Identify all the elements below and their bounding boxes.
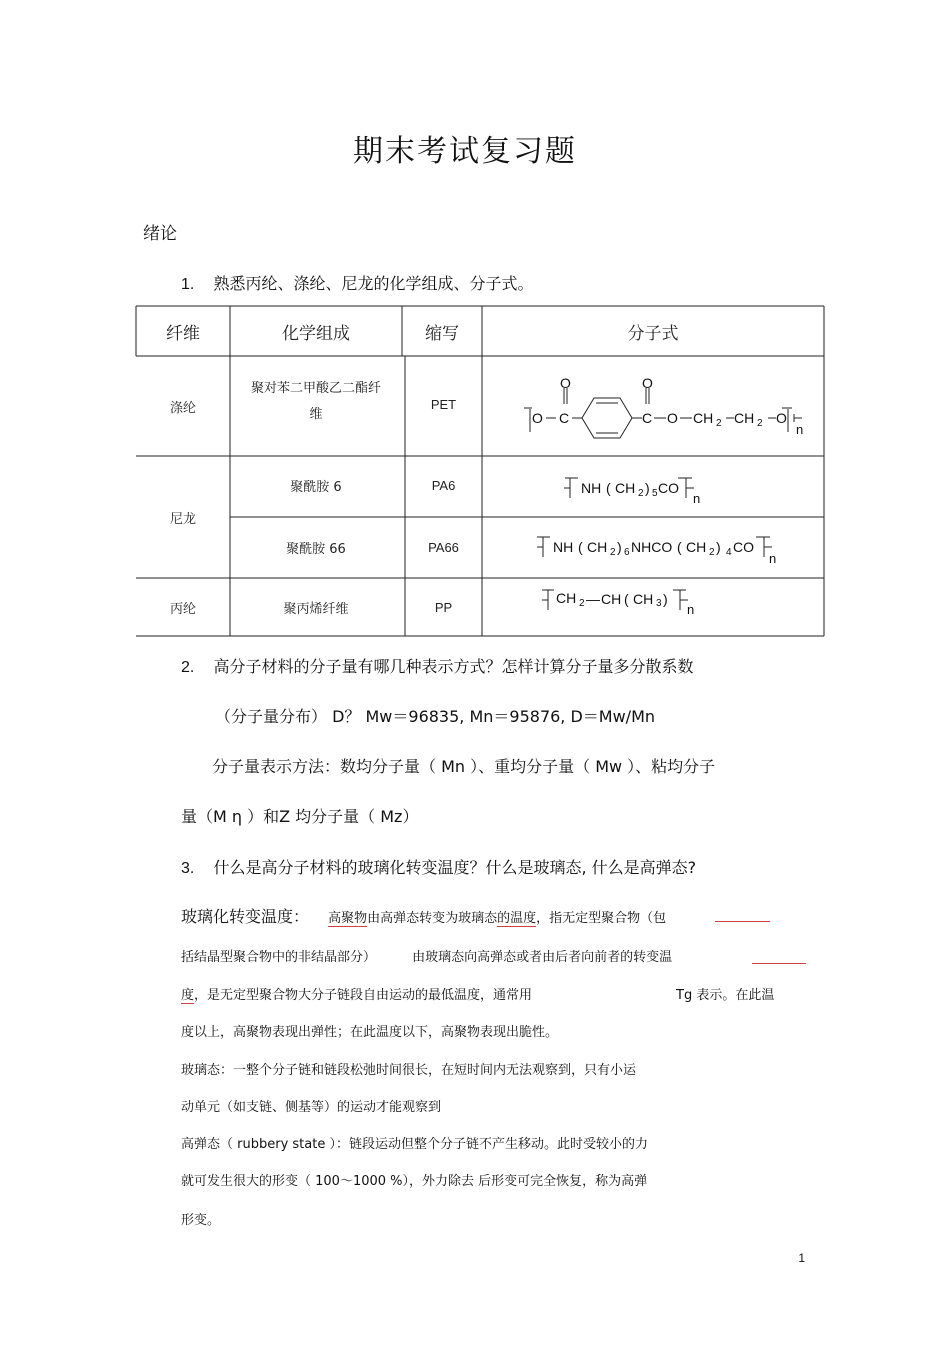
formula-pa6 <box>482 456 824 517</box>
formula-paren: ) <box>617 539 622 555</box>
text-span: 由玻璃态向高弹态或者由后者向前者的转变温 <box>412 950 673 965</box>
formula-subscript: 2 <box>709 547 715 558</box>
formula-subscript: 3 <box>656 598 662 609</box>
cell-composition-pa6: 聚酰胺 6 <box>290 479 342 495</box>
formula-paren: ( <box>578 539 583 555</box>
formula-repeat-n: n <box>769 551 777 566</box>
cell-abbr-pet: PET <box>430 396 457 412</box>
formula-atom: O <box>642 375 653 391</box>
formula-bond: — <box>586 591 600 607</box>
section-heading: 绪论 <box>143 224 177 244</box>
text-span: ，指无定型聚合物（包 <box>536 911 667 926</box>
tg-symbol-text: Tg 表示。在此温 <box>676 988 775 1003</box>
composition-line: 维 <box>309 407 323 422</box>
header-formula: 分子式 <box>627 323 679 344</box>
question-text: 熟悉丙纶、涤纶、尼龙的化学组成、分子式。 <box>213 274 534 293</box>
question-text: 高分子材料的分子量有哪几种表示方式？怎样计算分子量多分散系数 <box>213 657 694 676</box>
formula-group: CO <box>658 480 679 496</box>
tg-definition-line-2 <box>181 946 672 965</box>
formula-group: CH <box>633 591 654 607</box>
formula-atom: C <box>559 410 570 426</box>
formula-pp <box>482 578 824 636</box>
text-span: 由高弹态转变为玻璃态 <box>367 911 498 926</box>
formula-paren: ( <box>677 539 682 555</box>
cell-fiber-nylon: 尼龙 <box>169 511 196 527</box>
question-number: 3. <box>181 860 195 877</box>
question-3 <box>181 855 696 878</box>
formula-paren: ) <box>716 539 721 555</box>
tg-definition-line-1 <box>181 904 666 927</box>
formula-group: CH <box>734 410 755 426</box>
formula-subscript: 2 <box>638 488 644 499</box>
formula-group: CH <box>556 590 577 606</box>
formula-subscript: 2 <box>579 598 585 609</box>
formula-paren: ( <box>606 480 611 496</box>
formula-atom: O <box>532 410 543 426</box>
formula-repeat-n: n <box>693 491 701 506</box>
formula-group: CO <box>733 539 754 555</box>
cell-fiber-polypropylene: 丙纶 <box>169 601 196 617</box>
answer-2-line-2: 量（M η ）和Z 均分子量（ Mz） <box>181 807 419 826</box>
composition-line: 聚对苯二甲酸乙二酯纤 <box>250 381 381 396</box>
formula-group: NH <box>581 480 602 496</box>
cell-abbr-pa6: PA6 <box>431 477 456 493</box>
header-composition: 化学组成 <box>282 323 350 344</box>
underlined-text: 度 <box>181 988 195 1003</box>
formula-atom: O <box>560 375 571 391</box>
header-fiber: 纤维 <box>166 323 200 344</box>
text-span: 括结晶型聚合物中的非结晶部分） <box>181 950 377 965</box>
cell-fiber-polyester: 涤纶 <box>169 400 196 416</box>
formula-group: CH <box>601 591 622 607</box>
page-number: 1 <box>798 1251 805 1265</box>
formula-subscript: 2 <box>716 418 722 429</box>
cell-composition-pa66: 聚酰胺 66 <box>286 541 346 557</box>
formula-group: CH <box>615 480 636 496</box>
answer-2-line-1: 分子量表示方法：数均分子量（ Mn ）、重均分子量（ Mw ）、粘均分子 <box>212 757 716 776</box>
underlined-text: 高聚物 <box>328 911 368 926</box>
question-2 <box>181 654 693 677</box>
formula-group: NHCO <box>631 539 673 555</box>
question-number: 2. <box>181 659 195 676</box>
formula-atom: O <box>667 410 678 426</box>
question-text: 什么是高分子材料的玻璃化转变温度？什么是玻璃态, 什么是高弹态? <box>213 858 697 877</box>
formula-repeat-n: n <box>687 602 695 617</box>
formula-subscript: 5 <box>652 488 658 499</box>
formula-subscript: 2 <box>757 418 763 429</box>
red-underline-mark <box>752 963 806 964</box>
formula-group: NH <box>553 539 574 555</box>
formula-pet <box>482 356 824 456</box>
question-number: 1. <box>181 276 195 293</box>
tg-definition-line-4: 度以上，高聚物表现出弹性；在此温度以下，高聚物表现出脆性。 <box>181 1025 559 1040</box>
formula-paren: ( <box>624 591 629 607</box>
header-abbreviation: 缩写 <box>425 323 459 344</box>
formula-group: CH <box>686 539 707 555</box>
rubbery-state-line-1: 高弹态（ rubbery state ）：链段运动但整个分子链不产生移动。此时受较小的力 <box>181 1137 648 1152</box>
formula-pa66 <box>482 517 824 578</box>
glassy-state-line-2: 动单元（如支链、侧基等）的运动才能观察到 <box>181 1100 442 1115</box>
formula-atom: O <box>776 410 787 426</box>
formula-subscript: 4 <box>726 547 732 558</box>
text-span: ，是无定型聚合物大分子链段自由运动的最低温度，通常用 <box>194 988 533 1003</box>
cell-composition-pet <box>230 372 402 432</box>
formula-group: CH <box>693 410 714 426</box>
cell-abbr-pa66: PA66 <box>428 539 459 555</box>
cell-composition-pp: 聚丙烯纤维 <box>283 601 349 617</box>
rubbery-state-line-3: 形变。 <box>181 1213 221 1228</box>
formula-group: CH <box>587 539 608 555</box>
question-2-line-2: （分子量分布） D？ Mw＝96835, Mn＝95876, D＝Mw/Mn <box>215 707 656 726</box>
tg-label: 玻璃化转变温度： <box>181 907 310 926</box>
underlined-text: 的温度 <box>497 911 537 926</box>
formula-repeat-n: n <box>796 422 804 437</box>
formula-atom: C <box>642 410 653 426</box>
formula-paren: ) <box>663 591 668 607</box>
rubbery-state-line-2: 就可发生很大的形变（ 100～1000 %），外力除去 后形变可完全恢复，称为高弹 <box>181 1174 648 1189</box>
formula-paren: ) <box>645 480 650 496</box>
formula-subscript: 2 <box>610 547 616 558</box>
cell-abbr-pp: PP <box>434 599 453 615</box>
red-underline-mark <box>715 921 770 922</box>
tg-definition-line-3 <box>181 984 532 1003</box>
page-title: 期末考试复习题 <box>353 134 577 169</box>
glassy-state-line-1: 玻璃态：一整个分子链和链段松弛时间很长，在短时间内无法观察到，只有小运 <box>181 1063 637 1078</box>
formula-subscript: 6 <box>624 547 630 558</box>
